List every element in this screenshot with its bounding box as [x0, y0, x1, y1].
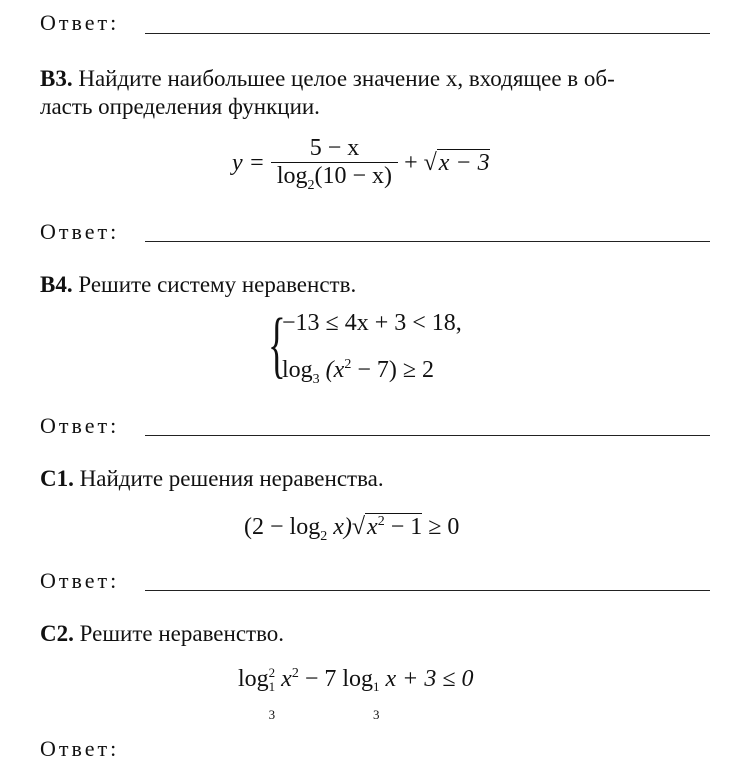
exp: 2 [377, 514, 385, 529]
sqrt-sign: √ [423, 149, 437, 176]
arg: (x [325, 357, 345, 383]
formula-c1 [244, 514, 459, 545]
answer-label: Ответ: [40, 10, 120, 35]
task-text: Решите неравенство. [79, 621, 285, 646]
task-number: C1. [40, 466, 74, 491]
task-c2-text [40, 621, 284, 647]
answer-line[interactable] [145, 435, 710, 436]
log: log [238, 666, 269, 692]
sqrt-sign: √ [351, 514, 366, 540]
formula-b3 [232, 135, 490, 194]
x: x [281, 666, 292, 692]
task-b3-text [40, 66, 615, 92]
rest: x + 3 ≤ 0 [385, 666, 474, 692]
task-b3-text2: ласть определения функции. [40, 94, 320, 119]
base: 2 [307, 177, 315, 193]
lhs: y = [232, 149, 265, 176]
task-c1-text [40, 466, 384, 492]
task-text: Найдите решения неравенства. [79, 466, 384, 491]
task-text: Найдите наибольшее целое значение x, входящее в об- [78, 66, 615, 91]
system-line-2 [282, 357, 434, 388]
exp: 2 [291, 666, 299, 681]
denominator [271, 163, 398, 194]
exp: 2 [268, 665, 276, 680]
answer-label: Ответ: [40, 568, 120, 593]
answer-line[interactable] [145, 590, 710, 591]
formula-c2 [238, 666, 474, 722]
base-num: 1 [373, 679, 380, 694]
base-num: 1 [268, 679, 276, 694]
log: log [282, 357, 313, 383]
rest: − 7) ≥ 2 [357, 357, 435, 383]
exp: 2 [344, 357, 352, 372]
answer-line[interactable] [145, 33, 710, 34]
answer-label: Ответ: [40, 219, 120, 244]
part: x) [333, 514, 352, 540]
base: 2 [320, 528, 328, 544]
log-index [373, 666, 380, 722]
plus: + [404, 149, 418, 176]
task-number: B4. [40, 272, 73, 297]
sqrt-arg: x − 3 [438, 149, 490, 176]
answer-line[interactable] [145, 241, 710, 242]
system-line-1: −13 ≤ 4x + 3 < 18, [282, 310, 462, 336]
mid: − 7 log [304, 666, 374, 692]
x: x [367, 514, 378, 540]
fraction [271, 135, 398, 194]
part: (2 − log [244, 514, 321, 540]
base-den: 3 [268, 707, 276, 722]
task-b4-text [40, 272, 356, 298]
task-text: Решите систему неравенств. [78, 272, 357, 297]
sqrt-arg [365, 513, 422, 540]
numerator: 5 − x [271, 135, 398, 163]
brace: { [268, 304, 286, 386]
log-index [269, 666, 276, 722]
rhs: ≥ 0 [428, 514, 460, 540]
answer-label: Ответ: [40, 736, 120, 761]
rest: − 1 [390, 514, 423, 540]
base: 3 [312, 371, 320, 387]
base-den: 3 [373, 707, 380, 722]
task-number: C2. [40, 621, 74, 646]
arg: (10 − x) [314, 163, 393, 189]
log: log [276, 163, 308, 189]
task-number: B3. [40, 66, 73, 91]
answer-label: Ответ: [40, 413, 120, 438]
